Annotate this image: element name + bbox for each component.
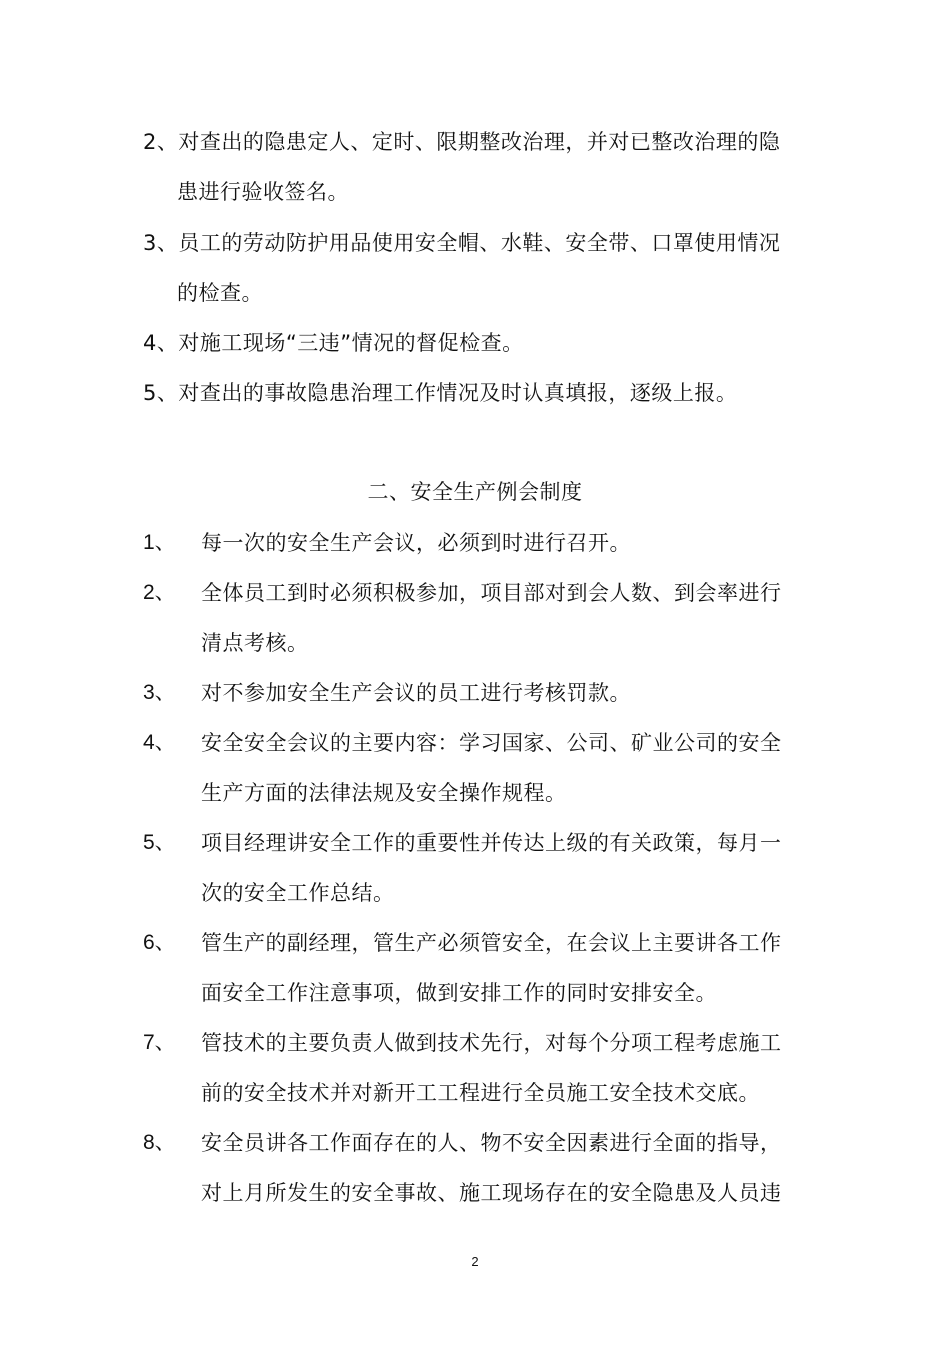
list-item-number: 6、 (143, 931, 176, 954)
list-item-number: 2、 (143, 581, 176, 604)
list-item-text: 4、对施工现场“三违”情况的督促检查。 (143, 331, 524, 355)
list-item-text: 管技术的主要负责人做到技术先行，对每个分项工程考虑施工 (201, 1031, 782, 1055)
list-item-text: 项目经理讲安全工作的重要性并传达上级的有关政策，每月一 (201, 831, 782, 855)
list-item-text: 全体员工到时必须积极参加，项目部对到会人数、到会率进行 (201, 581, 782, 605)
list-item-text: 3、员工的劳动防护用品使用安全帽、水鞋、安全带、口罩使用情况 (143, 231, 781, 255)
list-item-continuation: 清点考核。 (201, 631, 309, 655)
list-item-text: 管生产的副经理，管生产必须管安全，在会议上主要讲各工作 (201, 931, 782, 955)
list-item-continuation: 次的安全工作总结。 (201, 881, 395, 905)
list-item-number: 8、 (143, 1131, 176, 1154)
list-item-text: 安全安全会议的主要内容：学习国家、公司、矿业公司的安全 (201, 731, 782, 755)
list-item-number: 3、 (143, 681, 176, 704)
list-item-text: 5、对查出的事故隐患治理工作情况及时认真填报，逐级上报。 (143, 381, 738, 405)
list-item-text: 对不参加安全生产会议的员工进行考核罚款。 (201, 681, 631, 705)
list-item-text: 2、对查出的隐患定人、定时、限期整改治理，并对已整改治理的隐 (143, 130, 781, 154)
list-item-continuation: 前的安全技术并对新开工工程进行全员施工安全技术交底。 (201, 1081, 760, 1105)
list-item-number: 5、 (143, 831, 176, 854)
page-number: 2 (471, 1254, 479, 1269)
list-item-number: 7、 (143, 1031, 176, 1054)
list-item-continuation: 的检查。 (177, 281, 263, 305)
list-item-continuation: 生产方面的法律法规及安全操作规程。 (201, 781, 567, 805)
list-item-text: 安全员讲各工作面存在的人、物不安全因素进行全面的指导， (201, 1131, 782, 1155)
list-item-number: 4、 (143, 731, 176, 754)
section-heading: 二、安全生产例会制度 (367, 480, 583, 504)
list-item-continuation: 对上月所发生的安全事故、施工现场存在的安全隐患及人员违 (201, 1181, 782, 1205)
list-item-number: 1、 (143, 531, 176, 554)
list-item-continuation: 面安全工作注意事项，做到安排工作的同时安排安全。 (201, 981, 717, 1005)
list-item-continuation: 患进行验收签名。 (177, 180, 349, 204)
list-item-text: 每一次的安全生产会议，必须到时进行召开。 (201, 531, 631, 555)
